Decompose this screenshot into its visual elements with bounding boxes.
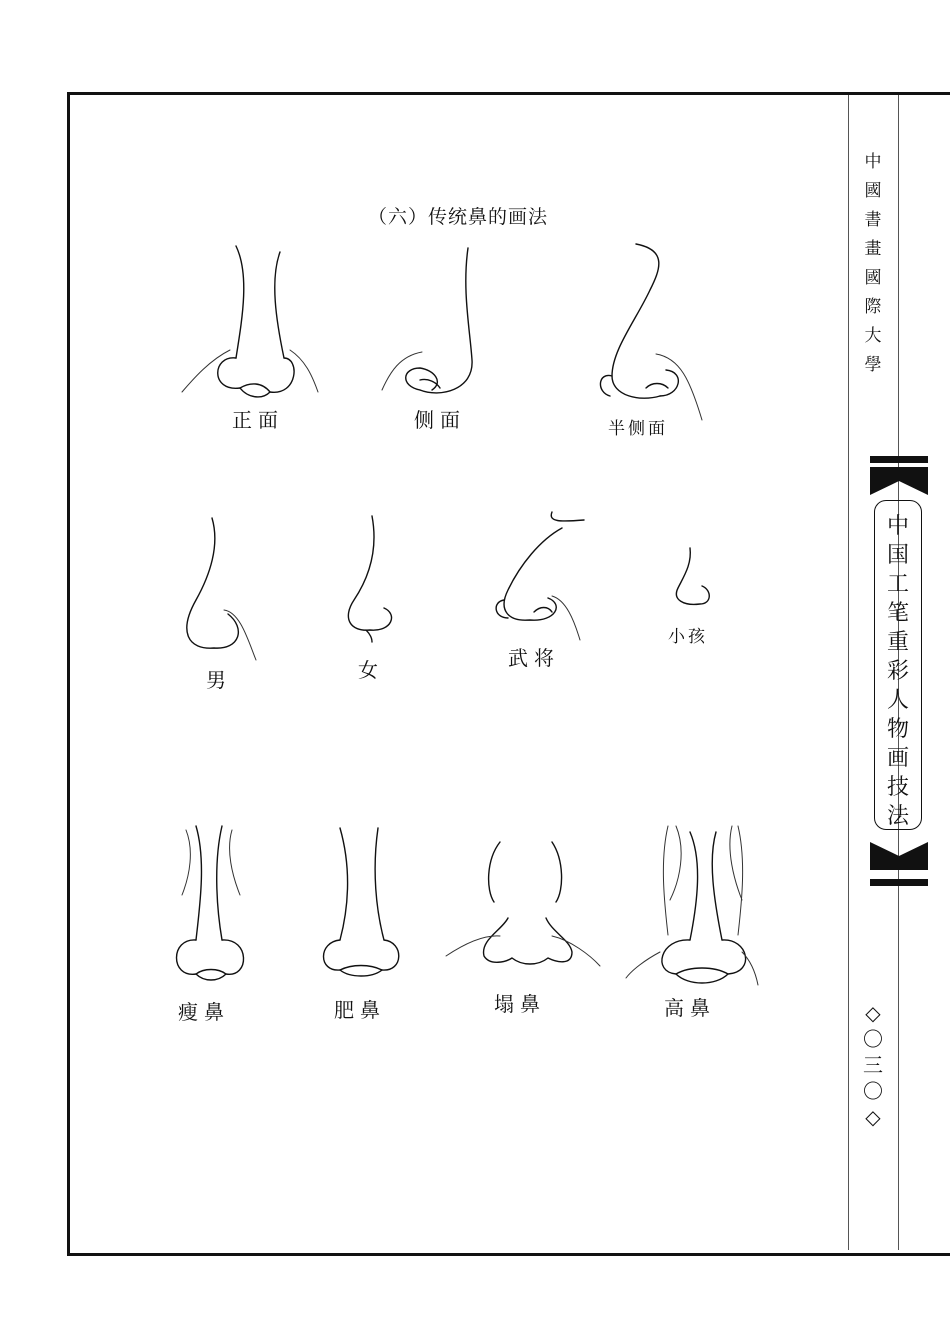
label-front: 正面 [232,408,284,432]
nose-front-drawing [182,246,318,397]
nose-flat-drawing [446,842,600,966]
series-title: 中 國 書 畫 國 際 大 學 [864,152,882,375]
label-child: 小孩 [668,627,708,647]
nose-side-drawing [382,248,472,393]
label-female: 女 [358,658,384,682]
nose-child-drawing [676,548,709,604]
label-flat: 塌鼻 [494,992,546,1016]
nose-fat-drawing [324,828,399,976]
label-male: 男 [206,668,232,692]
book-title: 中 国 工 笔 重 彩 人 物 画 技 法 [886,514,909,829]
nose-general-drawing [496,512,584,640]
label-side: 侧面 [414,408,466,432]
label-fat: 肥鼻 [334,998,386,1022]
page-number: ◇ 〇 三 〇 ◇ [863,1001,883,1129]
label-half-side: 半侧面 [608,419,668,439]
label-high: 高鼻 [664,996,716,1020]
nose-half-side-drawing [600,244,702,420]
nose-female-drawing [348,516,391,642]
label-general: 武将 [508,646,560,670]
label-thin: 瘦鼻 [178,1000,230,1024]
nose-male-drawing [187,518,256,660]
section-title: （六）传统鼻的画法 [368,206,549,228]
nose-thin-drawing [177,826,244,980]
nose-high-drawing [626,826,758,985]
